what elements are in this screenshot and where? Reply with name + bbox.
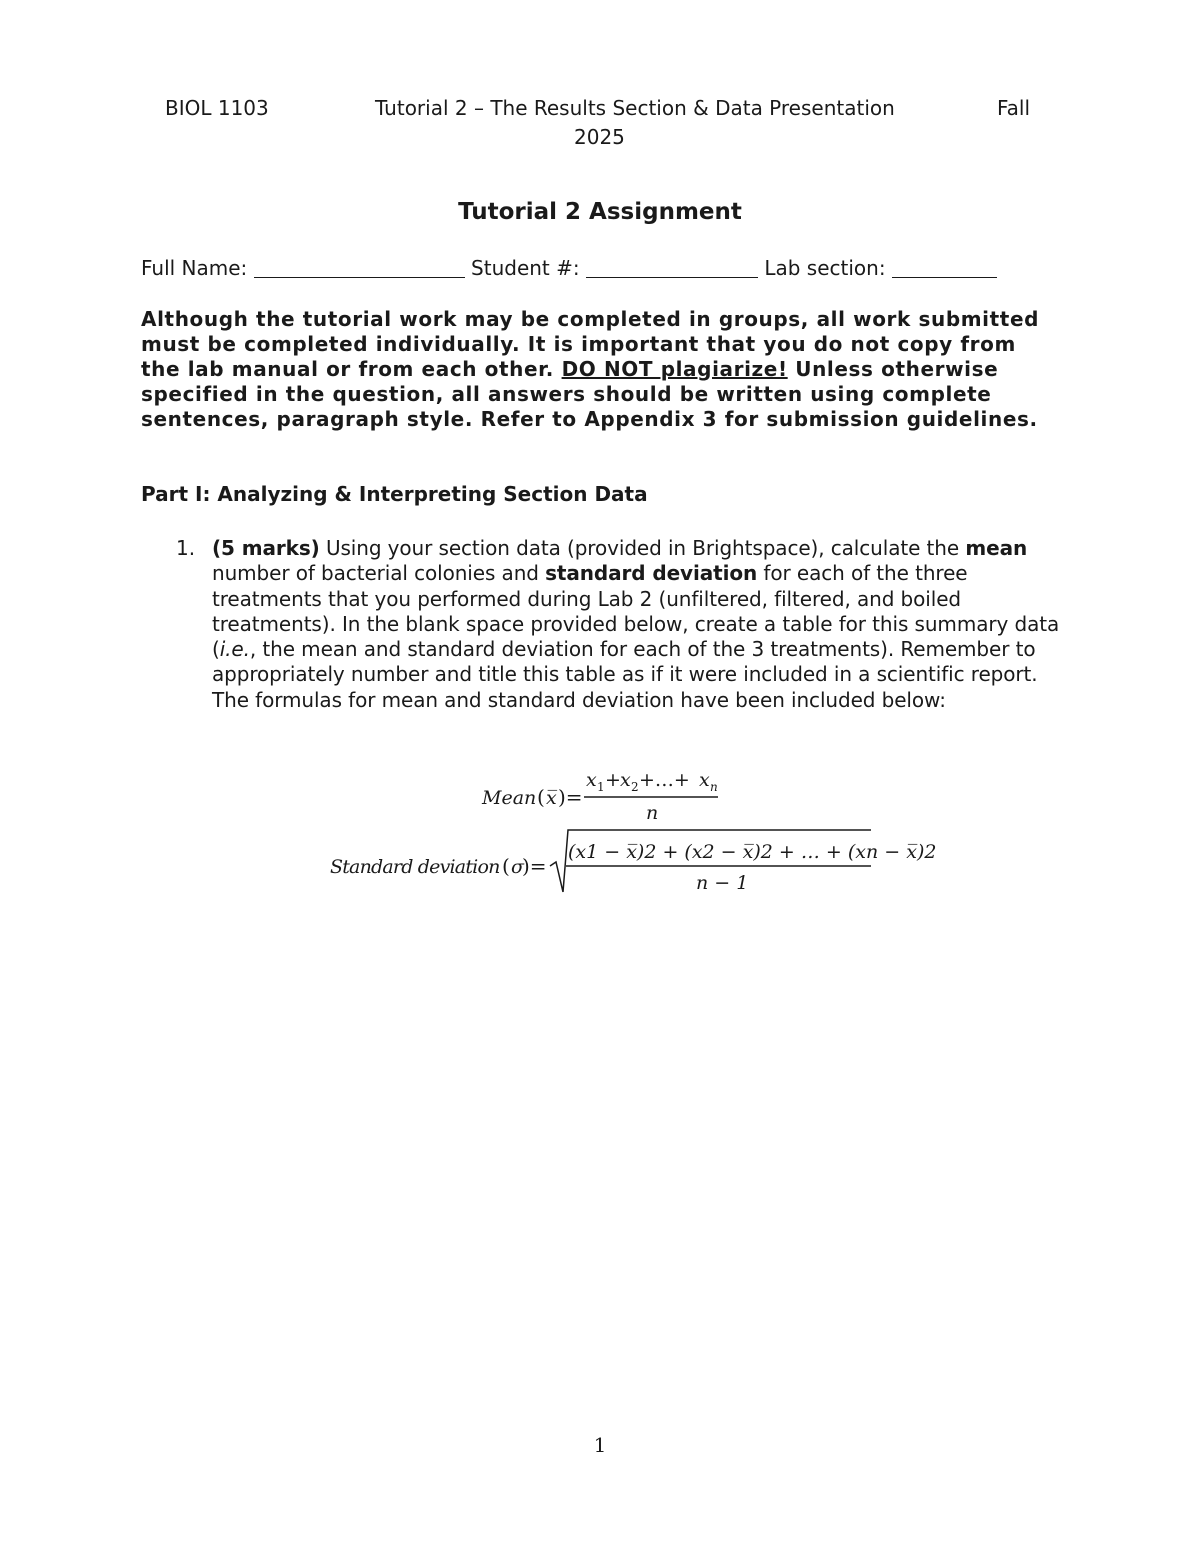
svg-text:)=: )= (558, 785, 583, 809)
svg-text:)=: )= (522, 854, 547, 878)
svg-text:(: ( (537, 785, 545, 809)
question-text-part: , the mean and standard deviation for each of the 3 treatments). Remember to appropriately number and title this table as if it were included in a scientific report. The formulas for mean and standard deviation have been included below: (212, 637, 1038, 712)
part-heading: Part I: Analyzing & Interpreting Section Data (141, 482, 648, 506)
sd-symbol: σ (511, 856, 524, 878)
notice-plagiarism-warning: DO NOT plagiarize! (561, 357, 788, 381)
question-number: 1. (176, 536, 196, 560)
lab-section-blank[interactable] (892, 257, 997, 278)
mean-denominator: n (646, 802, 659, 824)
full-name-blank[interactable] (254, 257, 465, 278)
mean-numerator-plus: + (605, 769, 621, 791)
lab-section-label: Lab section: (764, 256, 886, 280)
sd-denominator: n − 1 (696, 872, 749, 894)
notice-text-after: Unless otherwise specified in the question, all answers should be written using complete sentences, paragraph style. Refer to Appendix 3 for submission guidelines. (141, 357, 1038, 431)
header-course: BIOL 1103 (165, 96, 269, 120)
mean-numerator-ellipsis: +…+ (639, 769, 690, 791)
svg-text:(: ( (502, 854, 510, 878)
question-text-part: for each of the three treatments that you performed during Lab 2 (unfiltered, filtered, and boiled treatments). In the blank space provided below, create a table for this summary data ( (212, 561, 1060, 662)
mean-lhs-var: x̅ (546, 787, 557, 809)
sd-label: Standard deviation (330, 856, 500, 878)
question-text-part: Using your section data (provided in Brightspace), calculate the (325, 536, 960, 560)
header-year: 2025 (574, 125, 625, 149)
academic-integrity-notice (141, 307, 1056, 432)
document-title: Tutorial 2 Assignment (458, 199, 742, 225)
notice-text-before: Although the tutorial work may be completed in groups, all work submitted must be completed individually. It is important that you do not copy from the lab manual or from each other. (141, 307, 1040, 381)
student-number-blank[interactable] (586, 257, 758, 278)
student-info-fields (141, 254, 997, 282)
mean-formula (480, 764, 740, 828)
header-term: Fall (997, 96, 1031, 120)
sd-numerator: (x1 − x̅)2 + (x2 − x̅)2 + … + (xn − x̅)2 (568, 841, 937, 863)
question-sd-term: standard deviation (545, 561, 758, 586)
question-1-text (212, 536, 1072, 713)
mean-numerator-sub1: 1 (597, 780, 605, 794)
student-number-label: Student #: (471, 256, 580, 280)
question-marks: (5 marks) (212, 536, 320, 560)
mean-numerator-xn: x (699, 769, 710, 791)
question-text-part: number of bacterial colonies and (212, 561, 539, 586)
mean-numerator-sub2: 2 (631, 780, 639, 794)
question-ie: i.e. (219, 637, 250, 662)
full-name-label: Full Name: (141, 256, 248, 280)
mean-numerator-x1: x (586, 769, 597, 791)
mean-numerator-x2: x (620, 769, 631, 791)
page-number: 1 (593, 1433, 607, 1457)
question-mean-term: mean (965, 536, 1028, 560)
mean-numerator-subn: n (710, 780, 718, 794)
header-title: Tutorial 2 – The Results Section & Data Presentation (375, 96, 895, 120)
sd-formula (328, 826, 937, 898)
mean-label: Mean (482, 787, 537, 809)
